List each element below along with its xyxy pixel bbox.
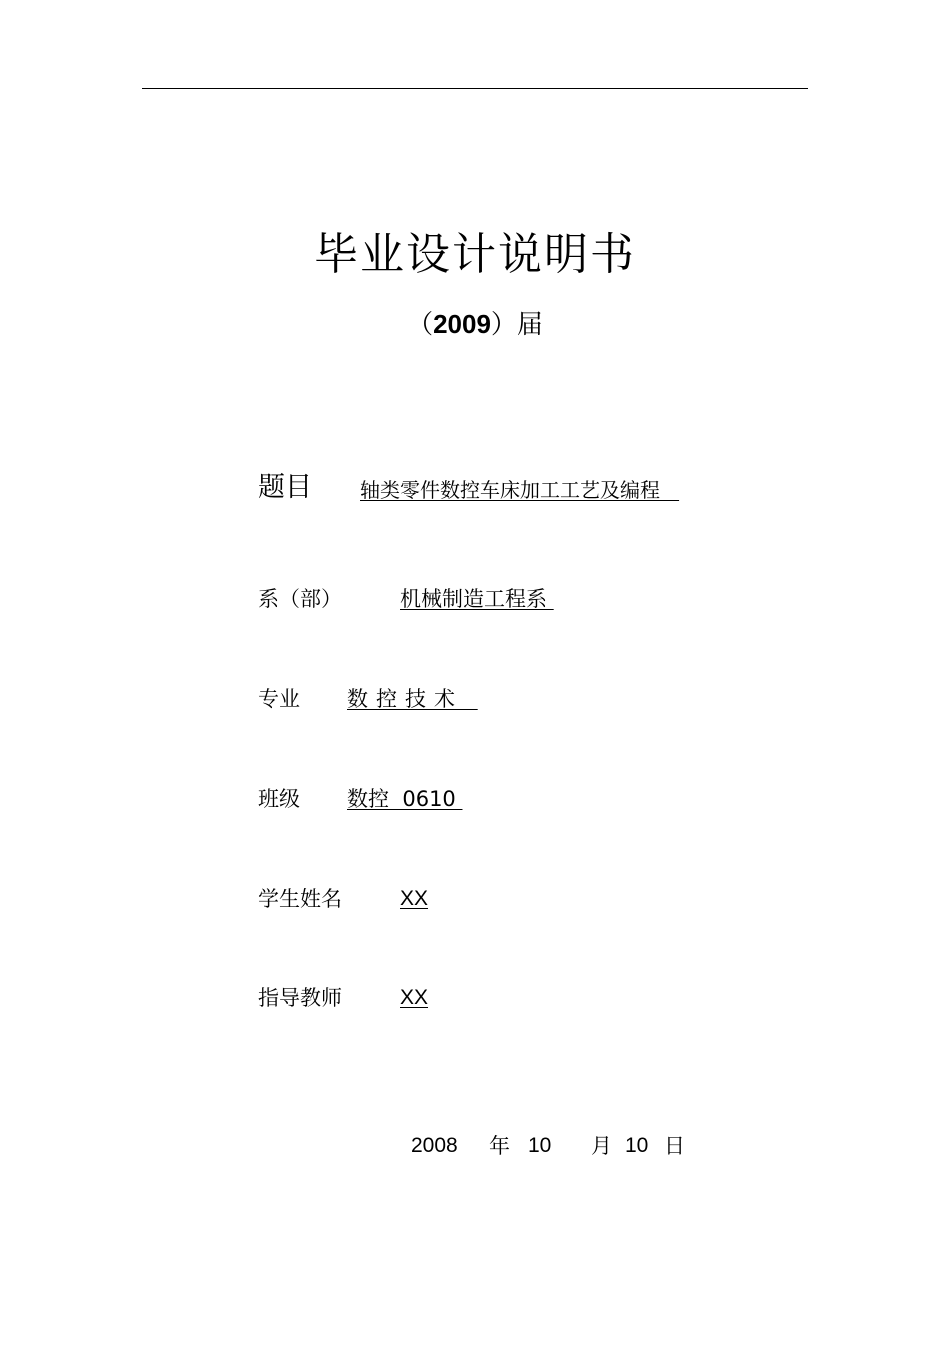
date-day: 10	[625, 1134, 649, 1157]
department-value: 机械制造工程系	[400, 587, 554, 611]
date-month-unit: 月	[591, 1134, 612, 1158]
date-line	[411, 1131, 685, 1371]
graduation-year	[0, 304, 950, 345]
class-value: 数控 0610	[347, 787, 463, 811]
year-open-paren: （	[407, 310, 434, 340]
topic-value: 轴类零件数控车床加工工艺及编程	[360, 478, 680, 502]
advisor-label: 指导教师	[258, 986, 342, 1010]
student-value: XX	[400, 887, 429, 910]
student-label: 学生姓名	[258, 887, 342, 911]
date-month: 10	[528, 1134, 552, 1157]
date-year: 2008	[411, 1134, 458, 1157]
date-day-unit: 日	[664, 1134, 685, 1158]
year-number: 2009	[433, 309, 491, 339]
header-rule	[142, 88, 808, 89]
department-label: 系（部）	[258, 587, 342, 611]
major-label: 专业	[258, 687, 300, 711]
topic-label: 题目	[258, 472, 312, 503]
class-label: 班级	[258, 787, 300, 811]
advisor-value: XX	[400, 986, 429, 1009]
major-value: 数控技术	[347, 687, 478, 711]
date-year-unit: 年	[489, 1134, 510, 1158]
year-suffix: ）届	[490, 310, 543, 340]
document-title: 毕业设计说明书	[314, 229, 636, 280]
